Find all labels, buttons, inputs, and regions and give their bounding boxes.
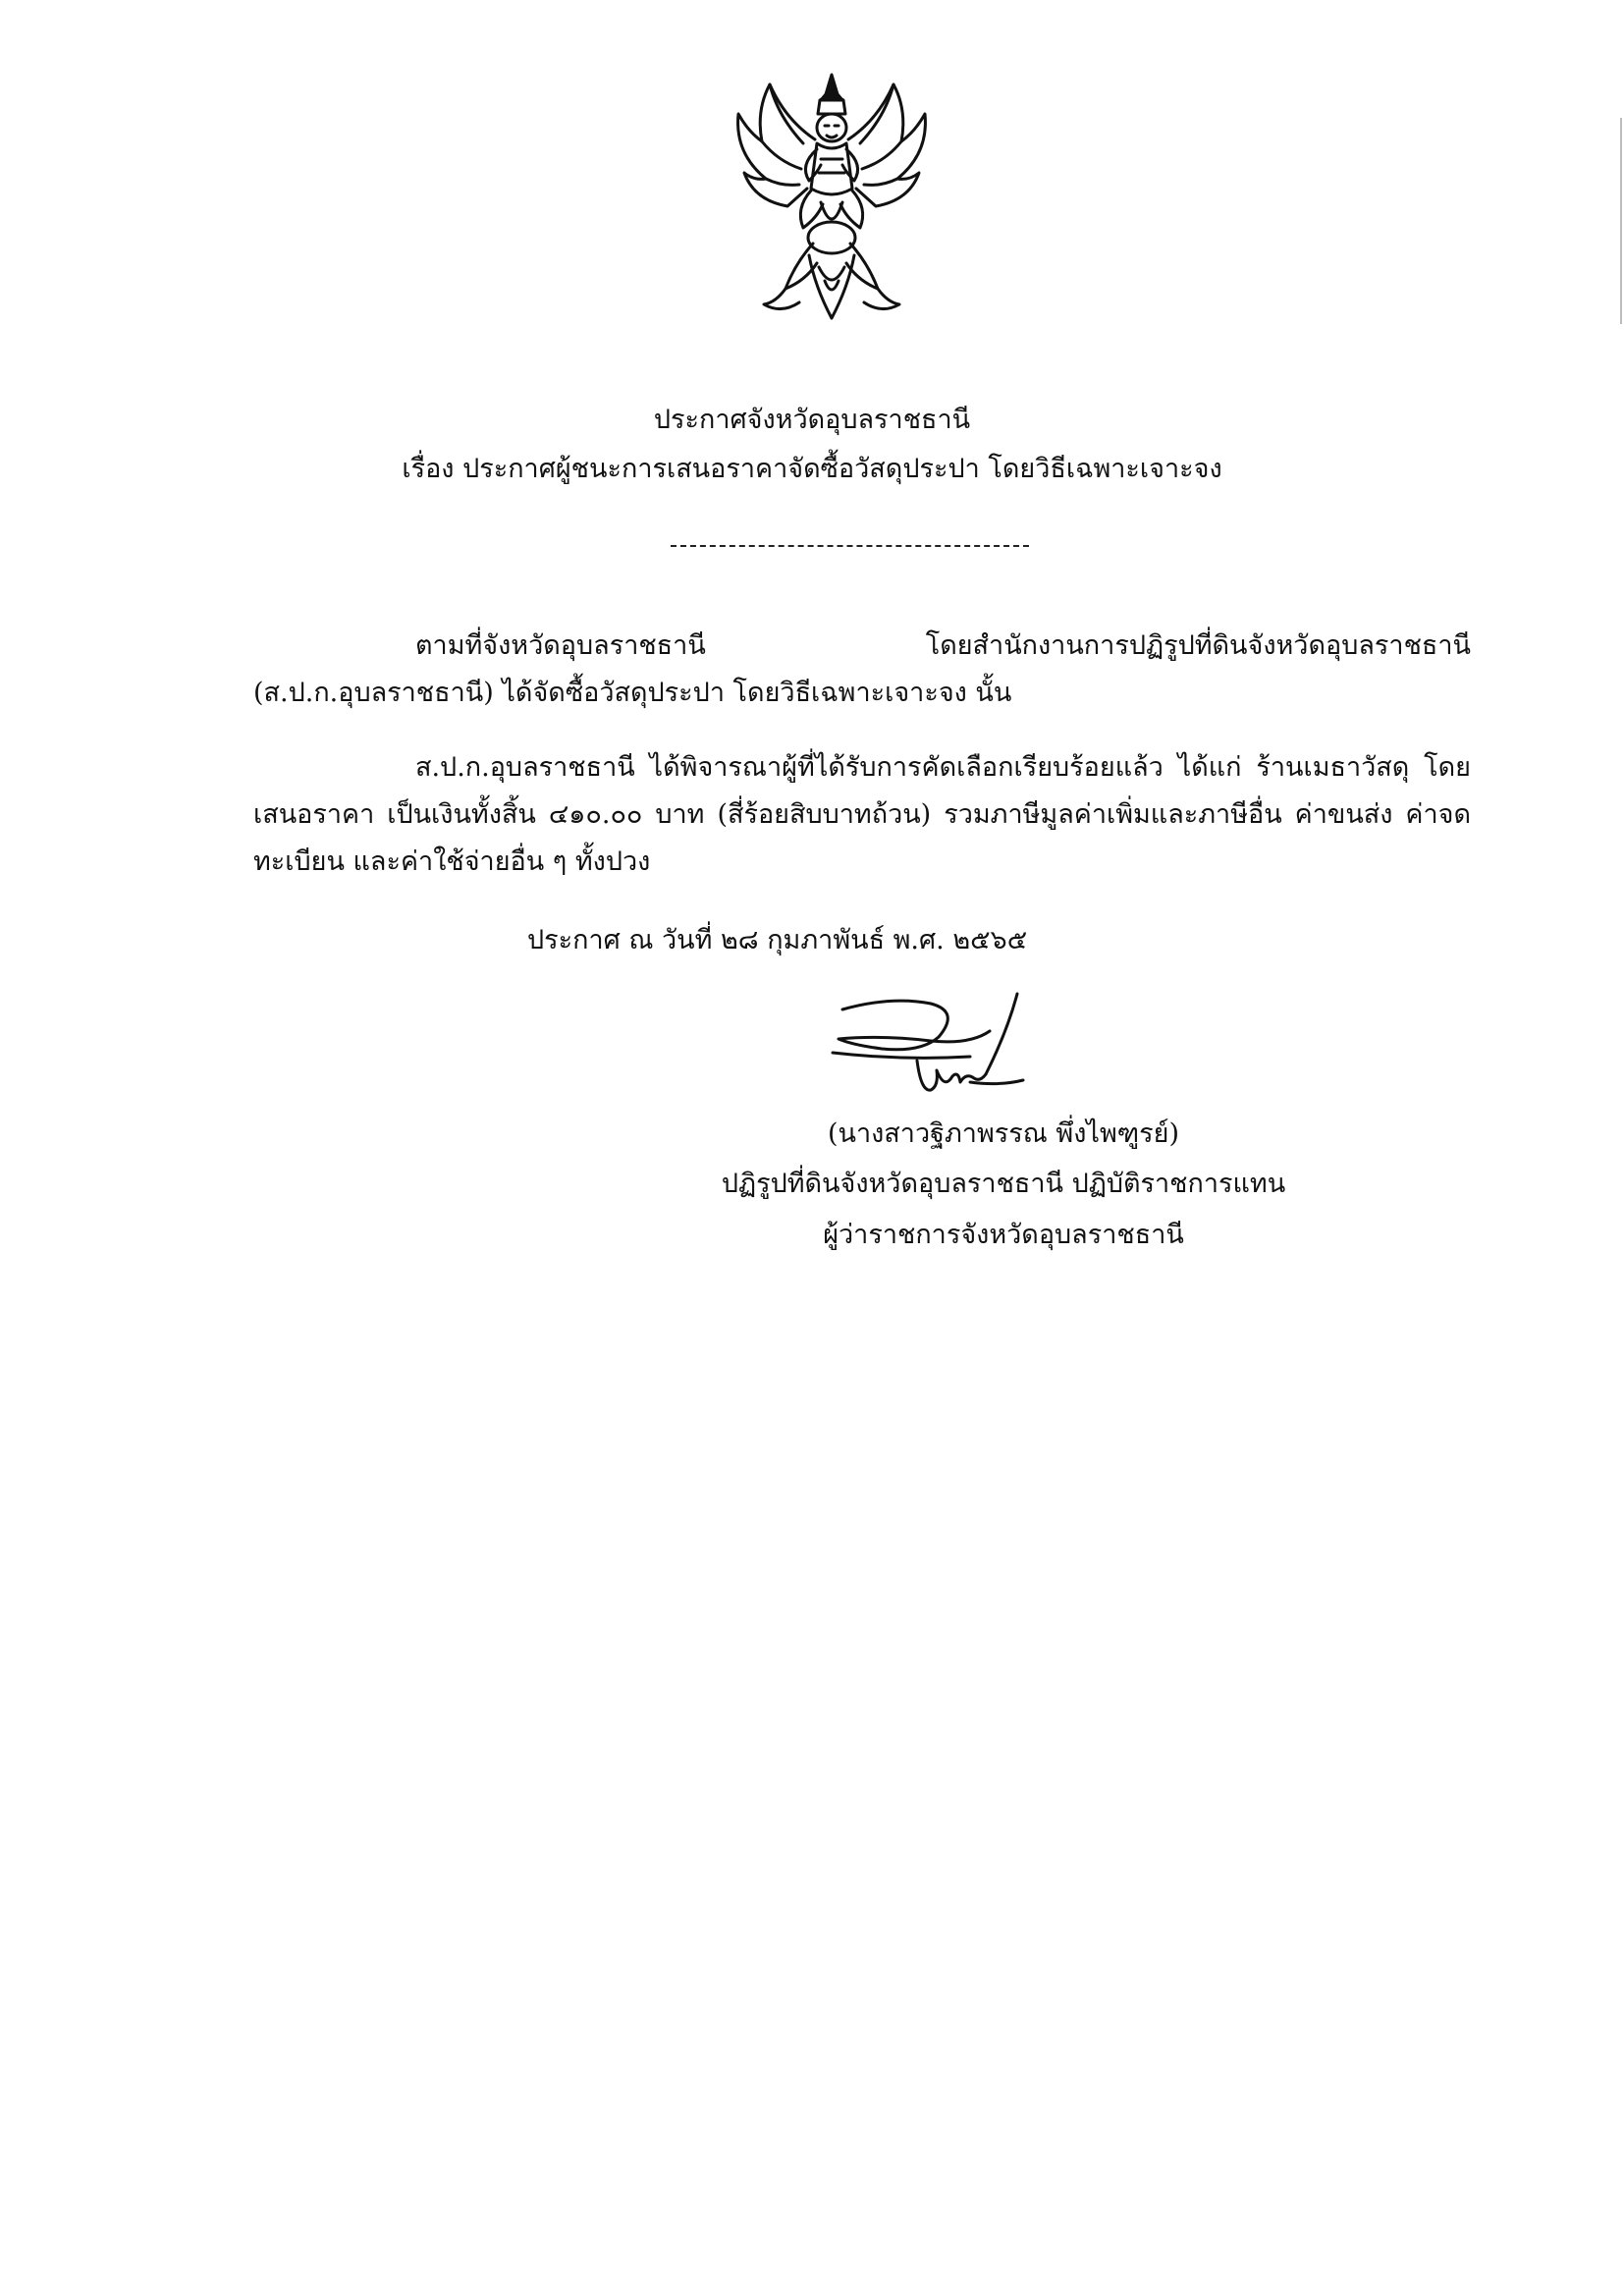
announcement-date: ประกาศ ณ วันที่ ๒๘ กุมภาพันธ์ พ.ศ. ๒๕๖๕ — [527, 925, 1028, 955]
paragraph-award-text: ส.ป.ก.อุบลราชธานี ได้พิจารณาผู้ที่ได้รับการคัดเลือกเรียบร้อยแล้ว ได้แก่ ร้านเมธาวัสดุ โดยเสนอราคา เป็นเงินทั้งสิ้น ๔๑๐.๐๐ บาท (สี่ร้อยสิบบาทถ้วน) รวมภาษีมูลค่าเพิ่มและภาษีอื่น ค่าขนส่ง ค่าจดทะเบียน และค่าใช้จ่ายอื่น ๆ ทั้งปวง — [253, 752, 1471, 877]
scan-edge-mark — [1620, 118, 1622, 324]
dashed-divider — [671, 545, 1029, 547]
garuda-emblem-icon — [727, 71, 938, 326]
announcement-title: ประกาศจังหวัดอุบลราชธานี — [653, 405, 971, 435]
signatory-position-on-behalf: ผู้ว่าราชการจังหวัดอุบลราชธานี — [823, 1220, 1184, 1250]
announcement-subject: เรื่อง ประกาศผู้ชนะการเสนอราคาจัดซื้อวัสดุประปา โดยวิธีเฉพาะเจาะจง — [402, 454, 1222, 484]
paragraph-background-text: ตามที่จังหวัดอุบลราชธานี โดยสำนักงานการปฏิรูปที่ดินจังหวัดอุบลราชธานี (ส.ป.ก.อุบลราชธานี) ได้จัดซื้อวัสดุประปา โดยวิธีเฉพาะเจาะจง นั้น — [253, 630, 1471, 708]
signatory-name: (นางสาวฐิภาพรรณ พึ่งไพฑูรย์) — [827, 1118, 1180, 1149]
handwritten-signature-icon — [823, 992, 1058, 1105]
paragraph-background — [253, 623, 1471, 717]
paragraph-award — [253, 744, 1471, 886]
signatory-position: ปฏิรูปที่ดินจังหวัดอุบลราชธานี ปฏิบัติราชการแทน — [721, 1169, 1286, 1199]
